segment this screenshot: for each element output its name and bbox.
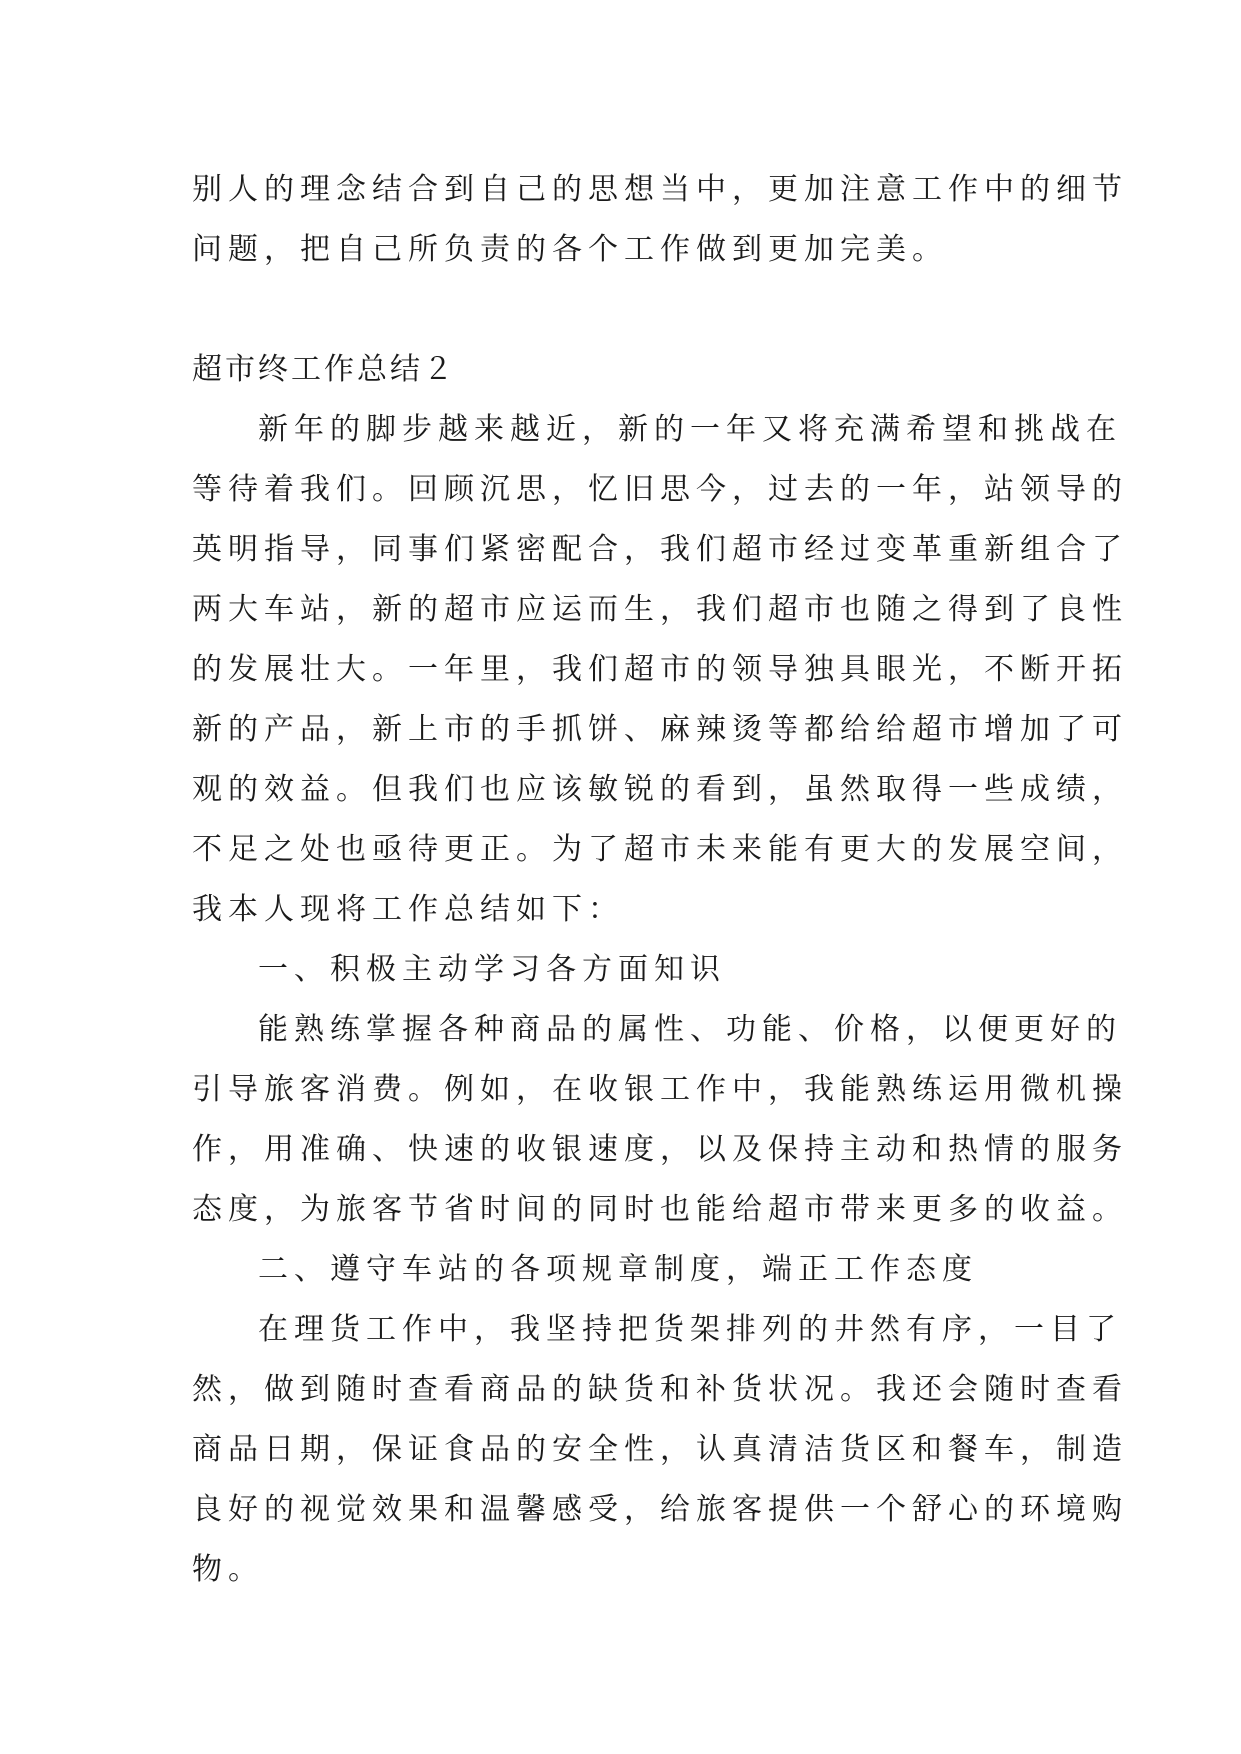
paragraph-spacer [192, 280, 1062, 340]
continuation-line-1: 别人的理念结合到自己的思想当中，更加注意工作中的细节 [192, 172, 1128, 207]
intro-line-2: 等待着我们。回顾沉思，忆旧思今，过去的一年，站领导的 [192, 472, 1128, 507]
para1-line-3: 作，用准确、快速的收银速度，以及保持主动和热情的服务 [192, 1132, 1128, 1167]
heading-1: 一、积极主动学习各方面知识 [258, 952, 726, 987]
intro-line-7: 观的效益。但我们也应该敏锐的看到，虽然取得一些成绩， [192, 772, 1128, 807]
intro-line-4: 两大车站，新的超市应运而生，我们超市也随之得到了良性 [192, 592, 1128, 627]
para1-line-1: 能熟练掌握各种商品的属性、功能、价格，以便更好的 [258, 1012, 1122, 1047]
intro-line-1: 新年的脚步越来越近，新的一年又将充满希望和挑战在 [258, 412, 1122, 447]
intro-line-3: 英明指导，同事们紧密配合，我们超市经过变革重新组合了 [192, 532, 1128, 567]
intro-line-5: 的发展壮大。一年里，我们超市的领导独具眼光，不断开拓 [192, 652, 1128, 687]
para1-line-4: 态度，为旅客节省时间的同时也能给超市带来更多的收益。 [192, 1192, 1128, 1227]
section-title: 超市终工作总结２ [192, 352, 456, 387]
para2-line-3: 商品日期，保证食品的安全性，认真清洁货区和餐车，制造 [192, 1432, 1128, 1467]
intro-line-6: 新的产品，新上市的手抓饼、麻辣烫等都给给超市增加了可 [192, 712, 1128, 747]
document-body [192, 160, 1128, 1600]
para1-line-2: 引导旅客消费。例如，在收银工作中，我能熟练运用微机操 [192, 1072, 1128, 1107]
continuation-line-2: 问题，把自己所负责的各个工作做到更加完美。 [192, 232, 948, 267]
intro-line-8: 不足之处也亟待更正。为了超市未来能有更大的发展空间， [192, 832, 1128, 867]
para2-line-1: 在理货工作中，我坚持把货架排列的井然有序，一目了 [258, 1312, 1122, 1347]
para2-line-4: 良好的视觉效果和温馨感受，给旅客提供一个舒心的环境购 [192, 1492, 1128, 1527]
heading-2: 二、遵守车站的各项规章制度，端正工作态度 [258, 1252, 978, 1287]
para2-line-2: 然，做到随时查看商品的缺货和补货状况。我还会随时查看 [192, 1372, 1128, 1407]
para2-line-5: 物。 [192, 1552, 264, 1587]
intro-line-9: 我本人现将工作总结如下： [192, 892, 624, 927]
